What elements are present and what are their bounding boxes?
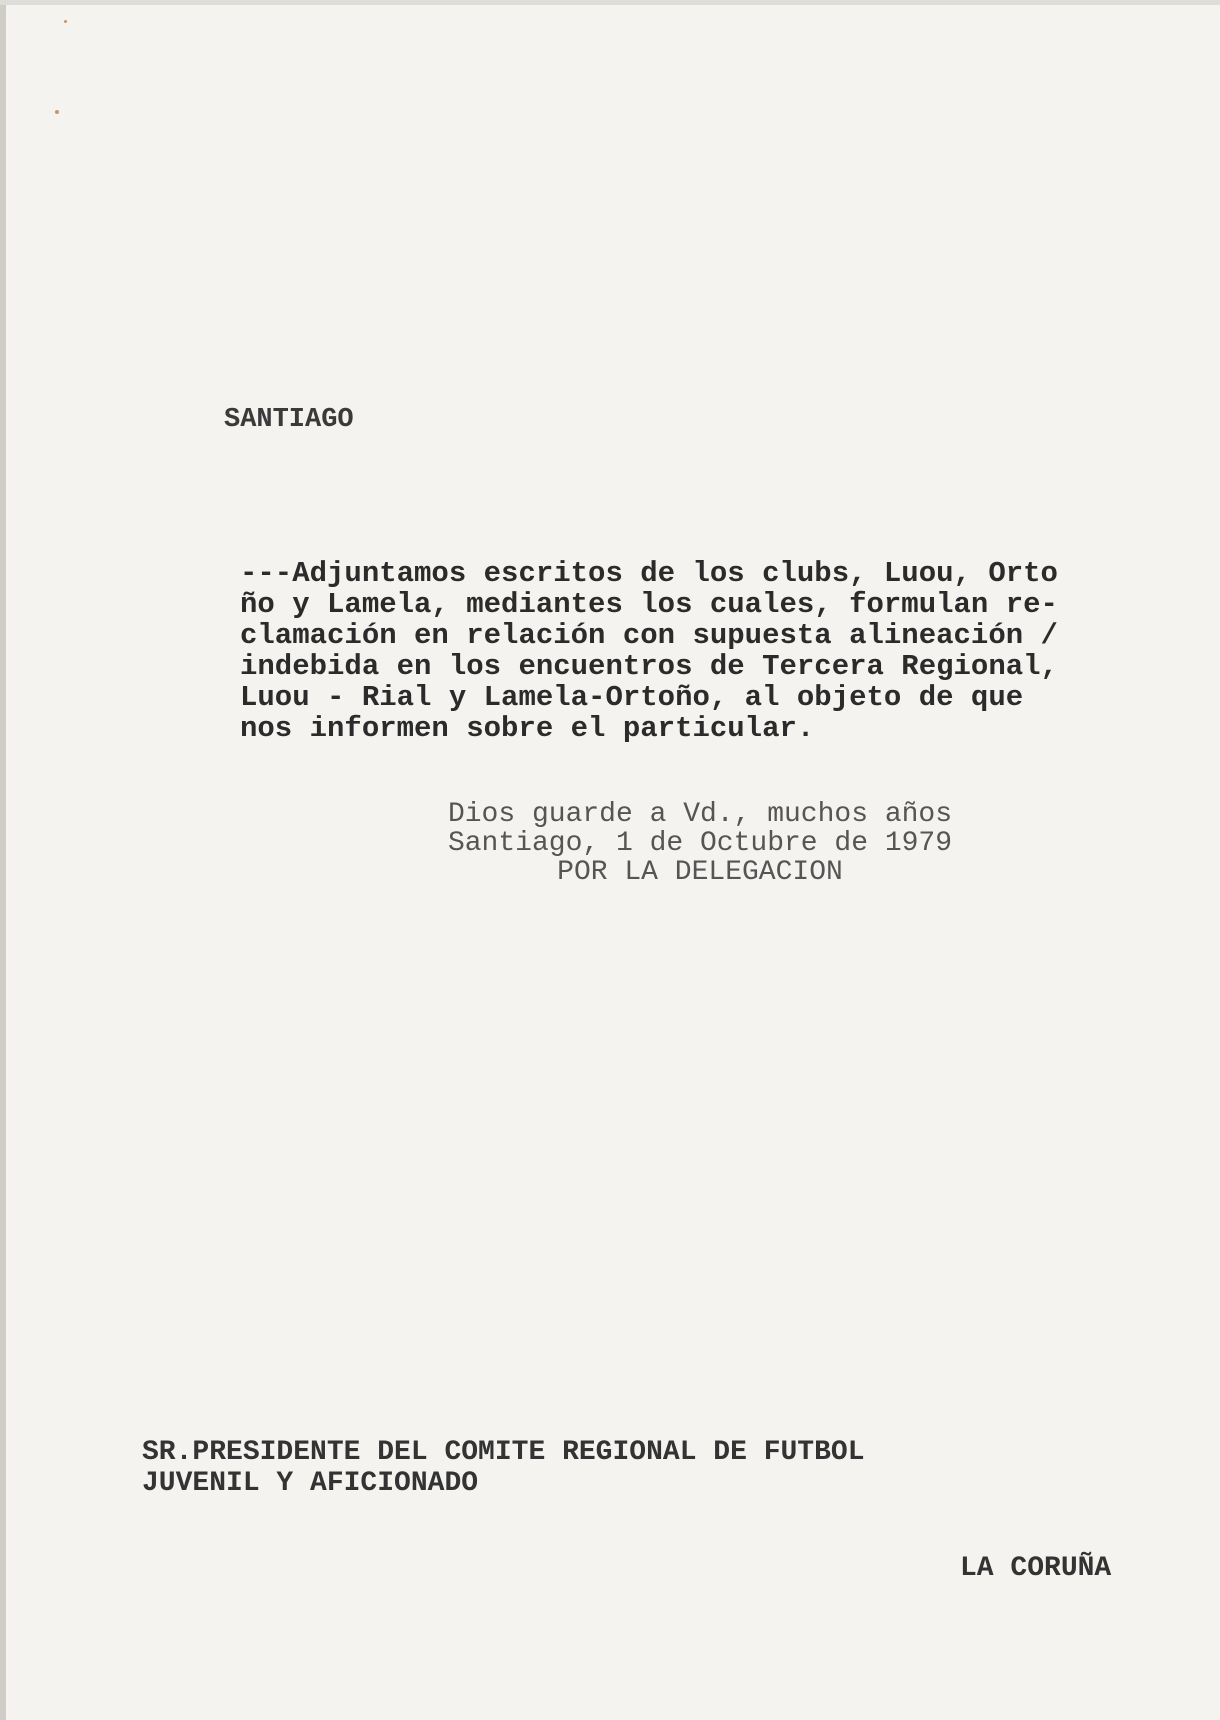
body-line: ño y Lamela, mediantes los cuales, formulan re- — [240, 588, 1058, 621]
closing-date: Santiago, 1 de Octubre de 1979 — [447, 828, 953, 859]
page-top-edge — [0, 0, 1220, 5]
closing-greeting: Dios guarde a Vd., muchos años — [447, 799, 953, 830]
paper-speck — [64, 20, 67, 23]
letter-body — [240, 558, 1058, 744]
closing-signature: POR LA DELEGACION — [557, 857, 843, 888]
body-line: ---Adjuntamos escritos de los clubs, Luou, Orto — [240, 557, 1058, 590]
destination-heading: SANTIAGO — [224, 405, 354, 435]
body-line: nos informen sobre el particular. — [240, 712, 815, 745]
body-line: clamación en relación con supuesta alineación / — [240, 619, 1058, 652]
addressee-line: SR.PRESIDENTE DEL COMITE REGIONAL DE FUTBOL — [142, 1437, 865, 1468]
paper-speck — [55, 110, 59, 114]
body-line: Luou - Rial y Lamela-Ortoño, al objeto de que — [240, 681, 1024, 714]
destination-city: LA CORUÑA — [960, 1553, 1112, 1584]
body-line: indebida en los encuentros de Tercera Regional, — [240, 650, 1058, 683]
closing-block — [380, 800, 1020, 887]
page-edge-shadow — [0, 0, 6, 1720]
addressee-line: JUVENIL Y AFICIONADO — [142, 1468, 479, 1499]
addressee-block — [142, 1437, 865, 1499]
